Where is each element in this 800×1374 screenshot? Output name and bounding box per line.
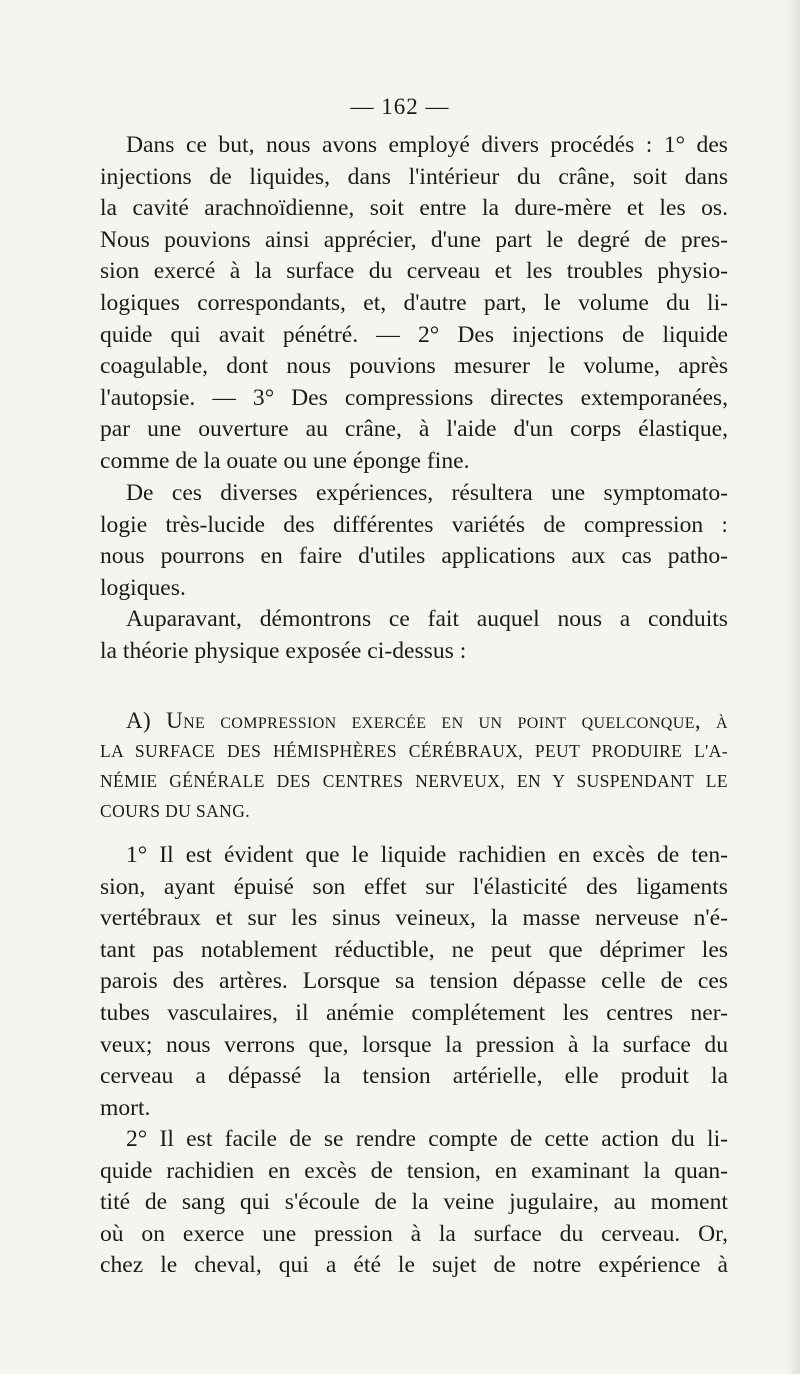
- text-line: injections de liquides, dans l'intérieur du crâne, soit dans: [100, 163, 728, 190]
- text-line: logie très-lucide des différentes variétés de compression :: [100, 511, 728, 538]
- text-line: 2° Il est facile de se rendre compte de cette action du li-: [126, 1126, 728, 1152]
- text-line: sion, ayant épuisé son effet sur l'élasticité des ligaments: [100, 873, 728, 900]
- heading-line: COURS DU SANG.: [100, 801, 251, 821]
- text-line: vertébraux et sur les sinus veineux, la masse nerveuse n'é-: [100, 905, 728, 932]
- text-line: tant pas notablement réductible, ne peut que déprimer les: [100, 936, 728, 963]
- paragraph-procedures: [100, 130, 728, 478]
- text-line: 1° Il est évident que le liquide rachidien en excès de ten-: [126, 842, 728, 868]
- heading-line: NÉMIE GÉNÉRALE DES CENTRES NERVEUX, EN Y SUSPENDANT LE: [100, 771, 728, 791]
- text-line: tubes vasculaires, il anémie complétement les centres ner-: [100, 999, 728, 1026]
- text-line: sion exercé à la surface du cerveau et les troubles physio-: [100, 258, 728, 285]
- text-line: la cavité arachnoïdienne, soit entre la dure-mère et les os.: [100, 195, 728, 222]
- paragraph-symptomatology: [100, 478, 728, 604]
- text-line: quide rachidien en excès de tension, en examinant la quan-: [100, 1157, 728, 1184]
- text-line: comme de la ouate ou une éponge fine.: [100, 447, 470, 474]
- section-heading-a: [100, 706, 728, 826]
- text-line: nous pourrons en faire d'utiles applications aux cas patho-: [100, 543, 728, 570]
- text-line: cerveau a dépassé la tension artérielle, elle produit la: [100, 1063, 728, 1090]
- text-line: Auparavant, démontrons ce fait auquel nous a conduits: [126, 606, 728, 632]
- text-line: quide qui avait pénétré. — 2° Des injections de liquide: [100, 321, 728, 348]
- text-line: parois des artères. Lorsque sa tension dépasse celle de ces: [100, 968, 728, 995]
- text-line: Nous pouvions ainsi apprécier, d'une part le degré de pres-: [100, 226, 728, 253]
- text-line: l'autopsie. — 3° Des compressions directes extemporanées,: [100, 384, 728, 411]
- text-line: la théorie physique exposée ci-dessus :: [100, 637, 467, 664]
- text-line: coagulable, dont nous pouvions mesurer le volume, après: [100, 353, 728, 380]
- page-number: — 162 —: [350, 94, 450, 119]
- text-line: Dans ce but, nous avons employé divers procédés : 1° des: [126, 132, 728, 158]
- text-line: De ces diverses expériences, résultera une symptomato-: [126, 480, 728, 506]
- text-line: chez le cheval, qui a été le sujet de notre expérience à: [100, 1252, 728, 1279]
- paragraph-point-2: [100, 1124, 728, 1282]
- text-line: logiques.: [100, 574, 186, 601]
- text-line: logiques correspondants, et, d'autre part, le volume du li-: [100, 289, 728, 316]
- text-line: où on exerce une pression à la surface du cerveau. Or,: [100, 1220, 728, 1247]
- paragraph-demonstration: [100, 604, 728, 667]
- text-line: par une ouverture au crâne, à l'aide d'un corps élastique,: [100, 416, 728, 443]
- page-edge-shadow: [786, 0, 800, 1374]
- text-line: mort.: [100, 1094, 151, 1121]
- paragraph-point-1: [100, 840, 728, 1124]
- heading-line: LA SURFACE DES HÉMISPHÈRES CÉRÉBRAUX, PEUT PRODUIRE L'A-: [100, 741, 728, 761]
- text-line: tité de sang qui s'écoule de la veine jugulaire, au moment: [100, 1189, 728, 1216]
- heading-line: A) Une compression exercée en un point quelconque, à: [126, 708, 728, 733]
- text-line: veux; nous verrons que, lorsque la pression à la surface du: [100, 1031, 728, 1058]
